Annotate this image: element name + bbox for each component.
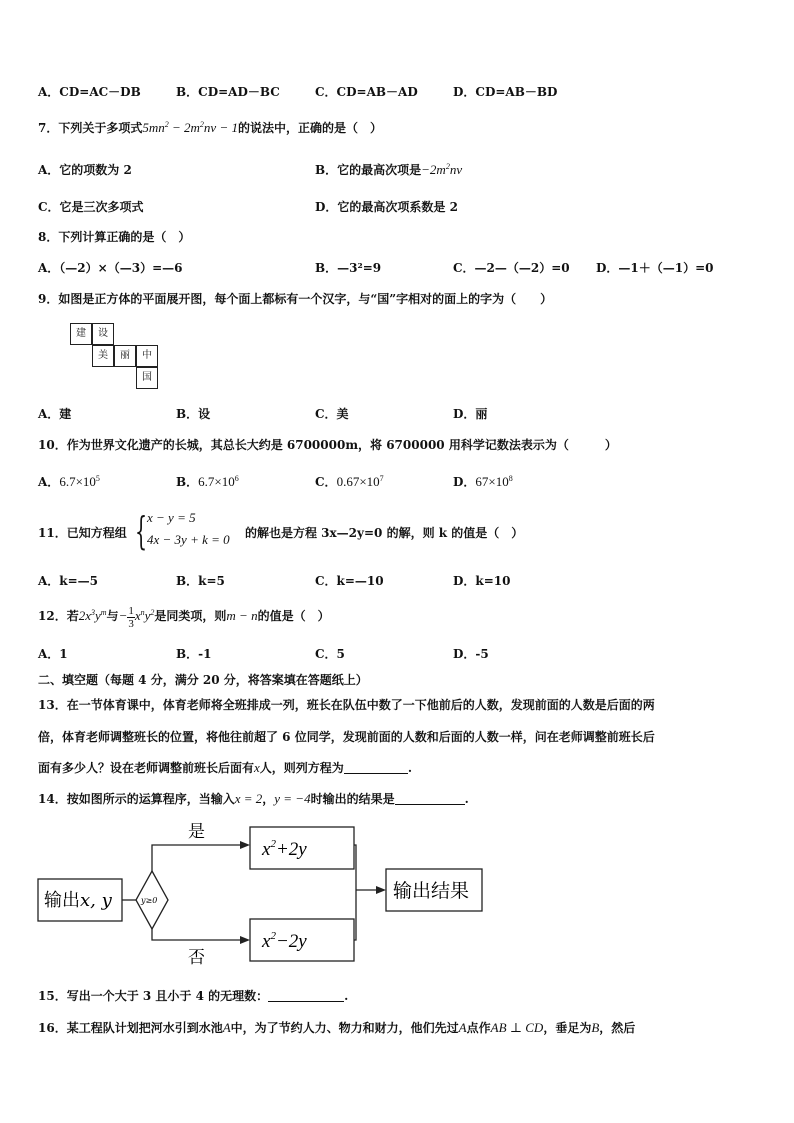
q12-expr: m − n: [226, 608, 258, 623]
q11-stem-prefix: 11．已知方程组: [38, 526, 127, 540]
q11-stem-suffix: 的解也是方程 3x—2y=0 的解，则 k 的值是（ ）: [245, 526, 524, 540]
q11-brace: {: [135, 509, 148, 553]
q6-option-d: D．CD=AB－BD: [453, 85, 558, 99]
q13-line1: 13．在一节体育课中，体育老师将全班排成一列，班长在队伍中数了一下他前后的人数，发现前面的人数是后面的两: [38, 698, 655, 712]
q9-option-a: A．建: [38, 407, 72, 421]
q14-cond-y: y = −4: [274, 791, 311, 806]
flow-yes-label: 是: [188, 822, 205, 842]
q7-stem-prefix: 7．下列关于多项式: [38, 121, 143, 135]
q10-option-a: [38, 474, 100, 490]
cube-cell-guo: 国: [136, 367, 158, 389]
q16-mid2: 点作: [466, 1021, 491, 1035]
section-title-fill-in: 二、填空题（每题 4 分，满分 20 分，将答案填在答题纸上）: [38, 673, 368, 687]
q10-option-a-label: A．: [38, 475, 60, 489]
q11-eq2: 4x − 3y + k = 0: [147, 532, 230, 547]
flow-arrow-no: [240, 936, 250, 944]
q8-option-a: A．（—2）×（—3）=—6: [38, 261, 183, 275]
q10-option-c-label: C．: [315, 475, 337, 489]
q7-option-b-text: B．它的最高次项是: [315, 163, 422, 177]
q7-polynomial: $5mn^2 - 2m^2nv - 1$: [142, 120, 238, 135]
q14-answer-blank[interactable]: [395, 792, 465, 805]
q13-answer-blank[interactable]: [344, 761, 408, 774]
q11-option-b: B．k=5: [176, 574, 225, 588]
cube-cell-she: 设: [92, 323, 114, 345]
flow-output-label: 输出结果: [393, 880, 470, 902]
q7-stem: [38, 120, 382, 136]
q13-line3-mid: 人，则列方程为: [259, 761, 344, 775]
q6-option-c: C．CD=AB－AD: [315, 85, 418, 99]
q10-option-b: [176, 474, 239, 490]
q11-option-c: C．k=—10: [315, 574, 384, 588]
q7-option-c: C．它是三次多项式: [38, 200, 144, 214]
q10-option-c: [315, 474, 384, 490]
cube-cell-jian: 建: [70, 323, 92, 345]
q10-option-d-expr: $67\times 10^8$: [475, 474, 513, 489]
q16-var-a2: A: [458, 1020, 467, 1035]
q9-option-c: C．美: [315, 407, 349, 421]
q15-stem-end: .: [344, 989, 349, 1003]
q16-stem: [38, 1020, 635, 1036]
q13-line3-prefix: 面有多少人？设在老师调整前班长后面有: [38, 761, 255, 775]
q10-stem: 10．作为世界文化遗产的长城，其总长大约是 6700000m，将 6700000 用科学记数法表示为（ ）: [38, 438, 617, 452]
flow-arrow-yes: [240, 841, 250, 849]
q16-mid: 中，为了节约人力、物力和财力，他们先过: [230, 1021, 459, 1035]
q7-option-b-expr: $-2m^2nv$: [421, 162, 463, 177]
q11-equation-system: [135, 510, 245, 554]
q12-stem-prefix: 12．若: [38, 609, 79, 623]
cube-cell-li: 丽: [114, 345, 136, 367]
q14-stem-prefix: 14．按如图所示的运算程序，当输入: [38, 792, 235, 806]
q8-option-b: B．—3²=9: [315, 261, 382, 275]
cube-cell-zhong: 中: [136, 345, 158, 367]
q10-option-d: [453, 474, 513, 490]
q16-expr: AB ⊥ CD: [490, 1020, 544, 1035]
q13-line2: 倍，体育老师调整班长的位置，将他往前超了 6 位同学，发现前面的人数和后面的人数一样，问在老师调整前班长后: [38, 730, 655, 744]
q12-term1: $2x^3y^m$: [78, 608, 107, 623]
q7-option-d: D．它的最高次项系数是 2: [315, 200, 458, 214]
flow-yes-expr: $x^2+2y$: [262, 838, 307, 860]
q14-stem-mid: 时输出的结果是: [310, 792, 395, 806]
q14-sep: ，: [262, 792, 275, 806]
q10-option-c-expr: $0.67\times 10^7$: [336, 474, 384, 489]
q12-option-a: A．1: [38, 647, 68, 661]
q9-stem: 9．如图是正方体的平面展开图，每个面上都标有一个汉字，与“国”字相对的面上的字为（ ）: [38, 292, 553, 306]
q8-stem: 8．下列计算正确的是（ ）: [38, 230, 191, 244]
q11-option-a: A．k=—5: [38, 574, 99, 588]
q15-stem: [38, 988, 348, 1004]
q15-stem-text: 15．写出一个大于 3 且小于 4 的无理数：: [38, 989, 269, 1003]
q12-term2: − $\frac{1}{3}$ $x^ny^2$: [118, 604, 155, 630]
flow-decision-label: y≥0: [141, 896, 158, 905]
q12-option-b: B．-1: [176, 647, 212, 661]
q10-option-b-label: B．: [176, 475, 199, 489]
cube-cell-mei: 美: [92, 345, 114, 367]
q12-fraction: $\frac{1}{3}$: [128, 604, 134, 630]
q8-option-d: D．—1＋（—1）=0: [596, 261, 714, 275]
q16-prefix: 16．某工程队计划把河水引到水池: [38, 1021, 223, 1035]
q12-stem-end: 的值是（ ）: [257, 609, 330, 623]
q14-stem-end: .: [464, 792, 469, 806]
q11-eq1: x − y = 5: [147, 510, 196, 525]
flow-arrow-output: [376, 886, 386, 894]
q14-flowchart: [30, 815, 500, 975]
q14-stem: [38, 791, 469, 807]
q10-option-d-label: D．: [453, 475, 476, 489]
q16-end: ，然后: [599, 1021, 636, 1035]
q12-option-d: D．-5: [453, 647, 489, 661]
flow-no-expr: $x^2-2y$: [262, 930, 307, 952]
q12-stem-suffix: 是同类项，则: [154, 609, 227, 623]
q14-cond-x: x = 2: [234, 791, 263, 806]
q7-stem-suffix: 的说法中，正确的是（ ）: [237, 121, 382, 135]
q7-option-b: [315, 162, 462, 178]
q16-var-b: B: [591, 1020, 600, 1035]
q12-option-c: C．5: [315, 647, 345, 661]
q13-var-x: x: [254, 760, 260, 775]
flow-input-label: 输出x, y: [44, 890, 112, 911]
q6-option-b: B．CD=AD－BC: [176, 85, 280, 99]
q10-option-b-expr: $6.7\times 10^6$: [198, 474, 239, 489]
q9-option-b: B．设: [176, 407, 211, 421]
q9-option-d: D．丽: [453, 407, 488, 421]
q12-stem-mid: 与: [106, 609, 119, 623]
q15-answer-blank[interactable]: [268, 989, 344, 1002]
q6-option-a: A．CD=AC－DB: [38, 85, 141, 99]
flow-no-label: 否: [188, 948, 205, 968]
q8-option-c: C．—2—（—2）=0: [453, 261, 570, 275]
q10-option-a-expr: $6.7\times 10^5$: [59, 474, 100, 489]
q12-stem: [38, 602, 330, 630]
q11-option-d: D．k=10: [453, 574, 511, 588]
q16-var-a: A: [222, 1020, 231, 1035]
q16-mid3: ，垂足为: [543, 1021, 592, 1035]
q13-line3: [38, 760, 412, 776]
q7-option-a: A．它的项数为 2: [38, 163, 132, 177]
q13-line3-end: .: [407, 761, 412, 775]
